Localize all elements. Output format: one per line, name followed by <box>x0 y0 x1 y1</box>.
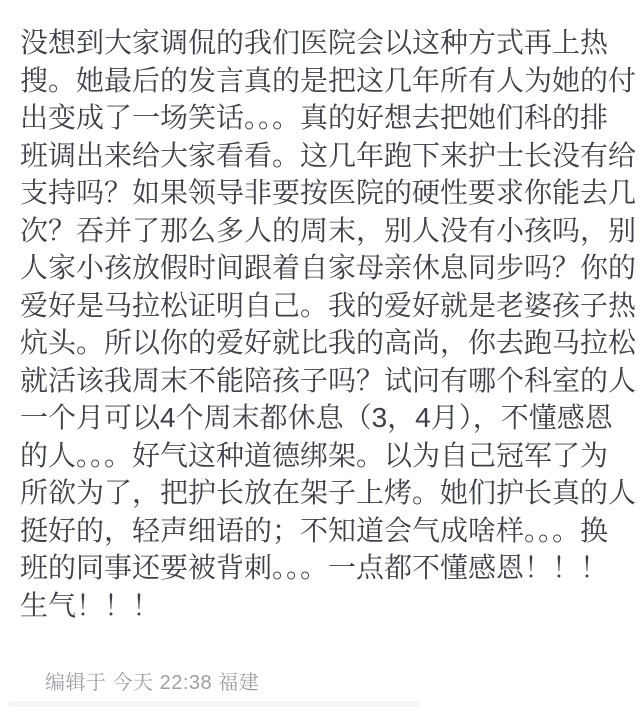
post-text-line: 人家小孩放假时间跟着自家母亲休息同步吗？你的 <box>20 252 637 283</box>
post-text-line: 就活该我周末不能陪孩子吗？试问有哪个科室的人 <box>20 364 637 396</box>
post-text-line: 搜。她最后的发言真的是把这几年所有人为她的付 <box>20 64 637 96</box>
post-text-line: 一个月可以4个周末都休息（3，4月），不懂感恩 <box>20 402 613 433</box>
post-text-line: 所欲为了，把护长放在架子上烤。她们护长真的人 <box>20 477 637 508</box>
post-text-line: 班的同事还要被背刺。。。一点都不懂感恩！！！ <box>20 552 609 583</box>
edited-time-location-label: 编辑于 今天 22:38 福建 <box>45 672 260 694</box>
post-text-line: 出变成了一场笑话。。。真的好想去把她们科的排 <box>20 102 609 133</box>
post-text <box>20 24 637 624</box>
post-text-line: 炕头。所以你的爱好就比我的高尚，你去跑马拉松 <box>20 327 637 358</box>
post-text-line: 班调出来给大家看看。这几年跑下来护士长没有给 <box>20 139 637 171</box>
post-text-line: 挺好的，轻声细语的；不知道会气成啥样。。。换 <box>20 514 609 546</box>
post-text-line: 生气！！！ <box>20 589 161 621</box>
post-text-line: 爱好是马拉松证明自己。我的爱好就是老婆孩子热 <box>20 289 637 321</box>
bottom-divider <box>8 701 420 707</box>
post-text-line: 次？吞并了那么多人的周末，别人没有小孩吗，别 <box>20 214 637 246</box>
post-text-line: 支持吗？如果领导非要按医院的硬性要求你能去几 <box>20 177 637 208</box>
post-text-line: 的人。。。好气这种道德绑架。以为自己冠军了为 <box>20 439 609 471</box>
post-text-line: 没想到大家调侃的我们医院会以这种方式再上热 <box>20 27 609 58</box>
post-meta <box>20 666 624 695</box>
